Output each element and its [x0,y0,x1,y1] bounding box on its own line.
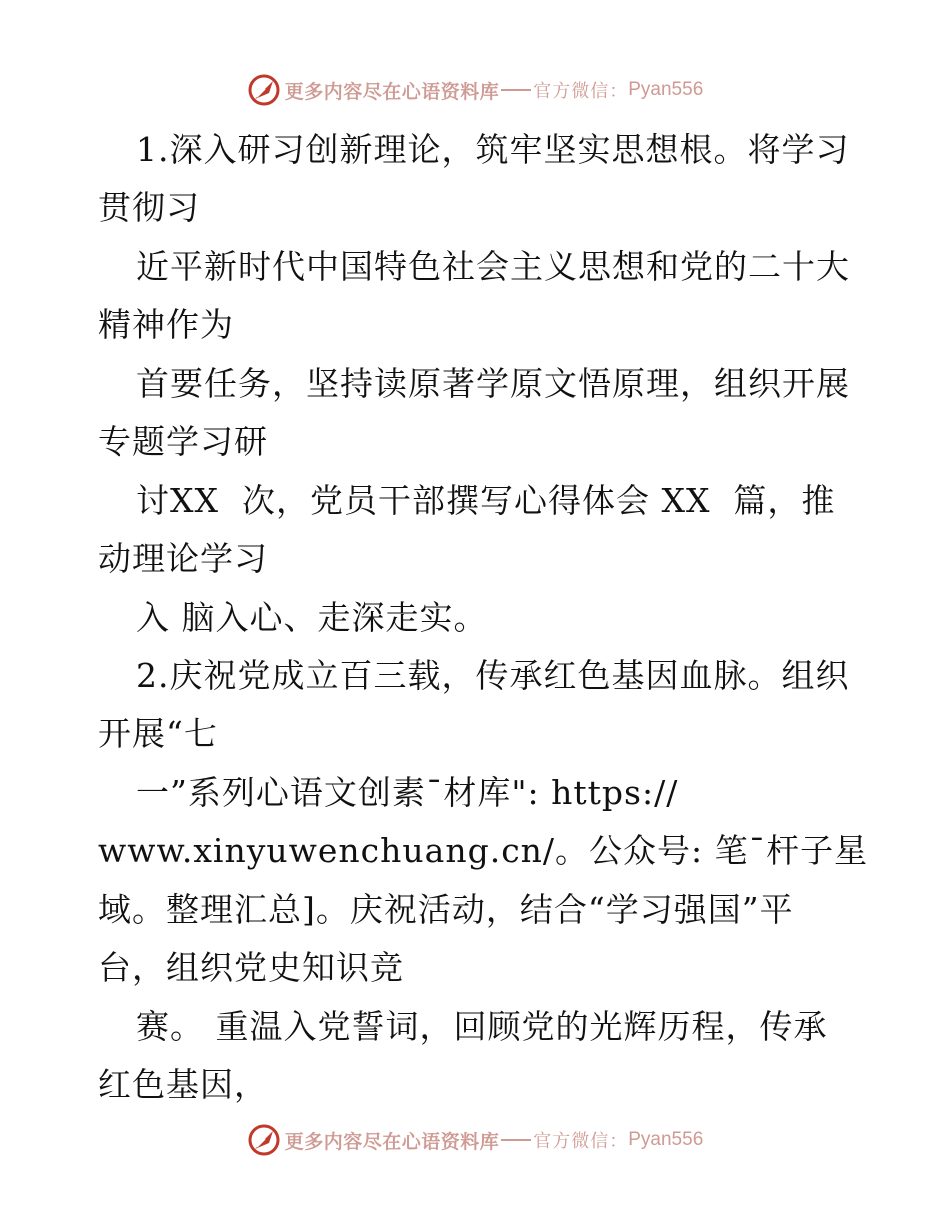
body-line: 精神作为 [98,305,234,344]
header-watermark [0,70,950,110]
body-line: 入 脑入心、走深走实。 [136,598,488,637]
body-line: 一”系列心语文创素¯材库": https:// [136,773,679,812]
body-line: 2.庆祝党成立百三载，传承红色基因血脉。组织 [136,656,850,695]
feather-logo-icon [247,1123,281,1157]
watermark-text: 更多内容尽在心语资料库 [284,1130,500,1153]
watermark-handle: Pyan556 [628,79,704,100]
body-line: 近平新时代中国特色社会主义思想和党的二十大 [136,247,850,286]
watermark-handle: Pyan556 [628,1129,704,1150]
body-line: 讨XX 次，党员干部撰写心得体会 XX 篇，推 [136,481,836,520]
body-line: 赛。 重温入党誓词，回顾党的光辉历程，传承 [136,1007,828,1046]
body-line: 域。整理汇总]。庆祝活动，结合“学习强国”平 [98,890,794,929]
body-line: 台，组织党史知识竞 [98,948,404,987]
body-line: 1.深入研习创新理论，筑牢坚实思想根。将学习 [136,130,850,169]
watermark-label: 官方微信： [533,1131,629,1152]
watermark-text: 更多内容尽在心语资料库 [284,80,500,103]
feather-logo-icon [247,73,281,107]
body-line: 首要任务，坚持读原著学原文悟原理，组织开展 [136,364,850,403]
body-line: 开展“七 [98,714,218,753]
footer-watermark [0,1120,950,1160]
body-line: 红色基因， [98,1065,268,1104]
watermark-label: 官方微信： [533,81,629,102]
watermark-dash [501,89,531,91]
body-line: 专题学习研 [98,422,268,461]
body-line: 贯彻习 [98,188,200,227]
watermark-dash [501,1139,531,1141]
body-line: www.xinyuwenchuang.cn/。公众号: 笔¯杆子星 [98,831,869,870]
body-line: 动理论学习 [98,539,268,578]
